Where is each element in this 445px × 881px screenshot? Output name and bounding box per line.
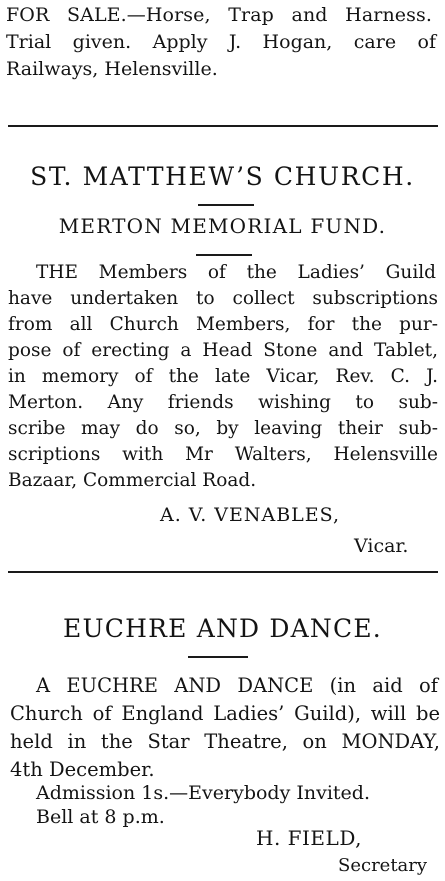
church-title: ST. MATTHEW’S CHURCH.	[30, 162, 415, 191]
euchre-signature-title: Secretary	[338, 855, 428, 876]
euchre-bell: Bell at 8 p.m.	[36, 806, 165, 828]
euchre-body-line-2: Church of England Ladies’ Guild), will be	[10, 702, 440, 725]
church-body-line-1: THE Members of the Ladies’ Guild	[36, 262, 436, 283]
church-body-line-7: scribe may do so, by leaving their sub-	[8, 418, 438, 439]
church-body-line-3: from all Church Members, for the pur-	[8, 314, 438, 335]
church-body-line-2: have undertaken to collect subscriptions	[8, 288, 438, 309]
church-signature-name: A. V. VENABLES,	[160, 504, 341, 526]
euchre-admission: Admission 1s.—Everybody Invited.	[36, 782, 370, 804]
euchre-title-underline	[188, 656, 248, 658]
church-body-line-4: pose of erecting a Head Stone and Tablet,	[8, 340, 438, 361]
for-sale-line-1: FOR SALE.—Horse, Trap and Harness.	[6, 4, 432, 26]
for-sale-line-3: Railways, Helensville.	[6, 58, 218, 80]
church-body-line-9: Bazaar, Commercial Road.	[8, 470, 257, 491]
euchre-signature-name: H. FIELD,	[256, 826, 362, 850]
church-body-line-5: in memory of the late Vicar, Rev. C. J.	[8, 366, 438, 387]
for-sale-line-2: Trial given. Apply J. Hogan, care of	[6, 31, 436, 53]
church-signature-title: Vicar.	[354, 535, 409, 557]
divider-rule-2	[8, 571, 438, 573]
church-body-line-6: Merton. Any friends wishing to sub-	[8, 392, 438, 413]
euchre-body-line-1: A EUCHRE AND DANCE (in aid of	[36, 674, 438, 697]
church-body-line-8: scriptions with Mr Walters, Helensville	[8, 444, 438, 465]
euchre-body-line-4: 4th December.	[10, 758, 155, 781]
euchre-title: EUCHRE AND DANCE.	[63, 614, 382, 643]
church-subtitle-underline	[196, 254, 252, 256]
church-title-underline	[198, 204, 254, 206]
church-subtitle: MERTON MEMORIAL FUND.	[58, 214, 387, 238]
euchre-body-line-3: held in the Star Theatre, on MONDAY,	[10, 730, 440, 753]
divider-rule-1	[8, 125, 438, 127]
